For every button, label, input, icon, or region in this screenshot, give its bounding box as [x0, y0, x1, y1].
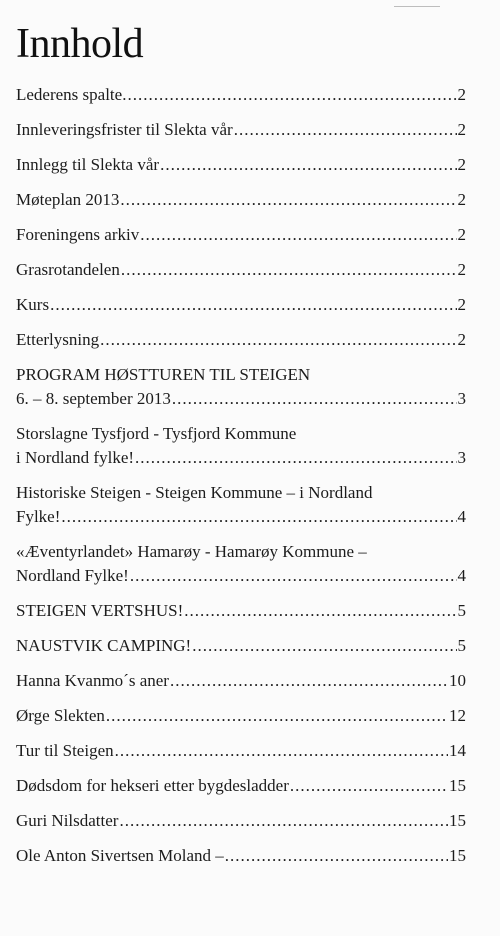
toc-entry-title-line: Historiske Steigen - Steigen Kommune – i Nordland	[16, 483, 373, 502]
toc-entry-line	[16, 599, 466, 623]
toc-entry[interactable]	[16, 258, 466, 282]
toc-entry-title: STEIGEN VERTSHUS!	[16, 601, 184, 620]
page-edge-mark	[394, 0, 440, 7]
toc-entry-line	[16, 505, 466, 529]
dot-leader	[127, 83, 456, 107]
toc-entry-line	[16, 739, 466, 763]
dot-leader	[100, 328, 456, 352]
toc-entry-line	[16, 564, 466, 588]
toc-entry[interactable]	[16, 540, 466, 588]
toc-entry-line	[16, 387, 466, 411]
dot-leader	[106, 704, 448, 728]
toc-page-number: 15	[449, 811, 466, 830]
toc-entry-title: Innlegg til Slekta vår	[16, 155, 160, 174]
toc-entry[interactable]	[16, 293, 466, 317]
toc-entry-title: Ole Anton Sivertsen Moland –	[16, 846, 224, 865]
dot-leader	[120, 188, 456, 212]
toc-page-number: 5	[457, 601, 466, 620]
dot-leader	[119, 809, 448, 833]
toc-entry[interactable]	[16, 328, 466, 352]
toc-page-number: 3	[457, 448, 466, 467]
toc-page-number: 2	[457, 260, 466, 279]
toc-entry-line	[16, 809, 466, 833]
toc-entry[interactable]	[16, 704, 466, 728]
toc-entry[interactable]	[16, 669, 466, 693]
toc-entry-line	[16, 153, 466, 177]
toc-entry-line	[16, 328, 466, 352]
toc-entry[interactable]	[16, 153, 466, 177]
toc-page-number: 3	[457, 389, 466, 408]
toc-entry-title: Foreningens arkiv	[16, 225, 140, 244]
dot-leader	[170, 669, 448, 693]
toc-page-number: 14	[449, 741, 466, 760]
toc-entry-title: Ørge Slekten	[16, 706, 105, 725]
toc-entry-title: Fylke!	[16, 507, 61, 526]
toc-page-number: 5	[457, 636, 466, 655]
dot-leader	[61, 505, 456, 529]
toc-entry-line	[16, 634, 466, 658]
toc-entry-title-line: Storslagne Tysfjord - Tysfjord Kommune	[16, 424, 297, 443]
toc-entry[interactable]	[16, 774, 466, 798]
toc-entry-title: Dødsdom for hekseri etter bygdesladder	[16, 776, 289, 795]
dot-leader	[192, 634, 456, 658]
dot-leader	[172, 387, 457, 411]
toc-entry-title: Guri Nilsdatter	[16, 811, 119, 830]
toc-page-number: 2	[457, 330, 466, 349]
toc-entry[interactable]	[16, 188, 466, 212]
dot-leader	[115, 739, 448, 763]
toc-entry-line	[16, 118, 466, 142]
toc-entry-title: Møteplan 2013	[16, 190, 120, 209]
toc-entry-title: Innleveringsfrister til Slekta vår	[16, 120, 233, 139]
table-of-contents	[16, 83, 466, 868]
toc-page-number: 2	[457, 85, 466, 104]
toc-page-number: 2	[457, 225, 466, 244]
toc-entry-title: Hanna Kvanmo´s aner	[16, 671, 169, 690]
dot-leader	[184, 599, 456, 623]
dot-leader	[140, 223, 456, 247]
toc-entry[interactable]	[16, 223, 466, 247]
toc-entry-line	[16, 774, 466, 798]
toc-entry-title: Etterlysning	[16, 330, 100, 349]
toc-entry-line	[16, 669, 466, 693]
toc-entry[interactable]	[16, 634, 466, 658]
page-heading: Innhold	[16, 21, 144, 67]
toc-entry[interactable]	[16, 118, 466, 142]
toc-entry[interactable]	[16, 422, 466, 470]
toc-page-number: 15	[449, 776, 466, 795]
toc-entry-title: Grasrotandelen	[16, 260, 120, 279]
toc-entry-title-line: «Æventyrlandet» Hamarøy - Hamarøy Kommune –	[16, 542, 367, 561]
toc-entry[interactable]	[16, 739, 466, 763]
dot-leader	[50, 293, 456, 317]
toc-entry[interactable]	[16, 83, 466, 107]
toc-entry-title: NAUSTVIK CAMPING!	[16, 636, 192, 655]
toc-entry-title-line: PROGRAM HØSTTUREN TIL STEIGEN	[16, 365, 311, 384]
toc-page-number: 12	[449, 706, 466, 725]
toc-page-number: 2	[457, 155, 466, 174]
dot-leader	[130, 564, 457, 588]
toc-entry-line	[16, 844, 466, 868]
toc-page-number: 2	[457, 120, 466, 139]
toc-page-number: 4	[457, 566, 466, 585]
dot-leader	[225, 844, 448, 868]
dot-leader	[234, 118, 457, 142]
toc-entry-line	[16, 188, 466, 212]
toc-entry-title: 6. – 8. september 2013	[16, 389, 171, 408]
toc-page-number: 10	[449, 671, 466, 690]
toc-page-number: 15	[449, 846, 466, 865]
toc-entry-title: Nordland Fylke!	[16, 566, 129, 585]
toc-entry[interactable]	[16, 481, 466, 529]
toc-entry[interactable]	[16, 599, 466, 623]
toc-entry-title: Kurs	[16, 295, 50, 314]
toc-page-number: 2	[457, 295, 466, 314]
toc-page-number: 2	[457, 190, 466, 209]
toc-entry[interactable]	[16, 363, 466, 411]
dot-leader	[160, 153, 456, 177]
toc-entry-line	[16, 293, 466, 317]
toc-entry[interactable]	[16, 844, 466, 868]
toc-entry-line	[16, 258, 466, 282]
toc-entry[interactable]	[16, 809, 466, 833]
dot-leader	[121, 258, 457, 282]
toc-entry-line	[16, 704, 466, 728]
dot-leader	[290, 774, 448, 798]
toc-entry-title: i Nordland fylke!	[16, 448, 135, 467]
dot-leader	[135, 446, 456, 470]
toc-entry-line	[16, 223, 466, 247]
toc-entry-line	[16, 83, 466, 107]
toc-page-number: 4	[457, 507, 466, 526]
toc-entry-title: Lederens spalte.	[16, 85, 127, 104]
toc-entry-title: Tur til Steigen	[16, 741, 114, 760]
toc-entry-line	[16, 446, 466, 470]
